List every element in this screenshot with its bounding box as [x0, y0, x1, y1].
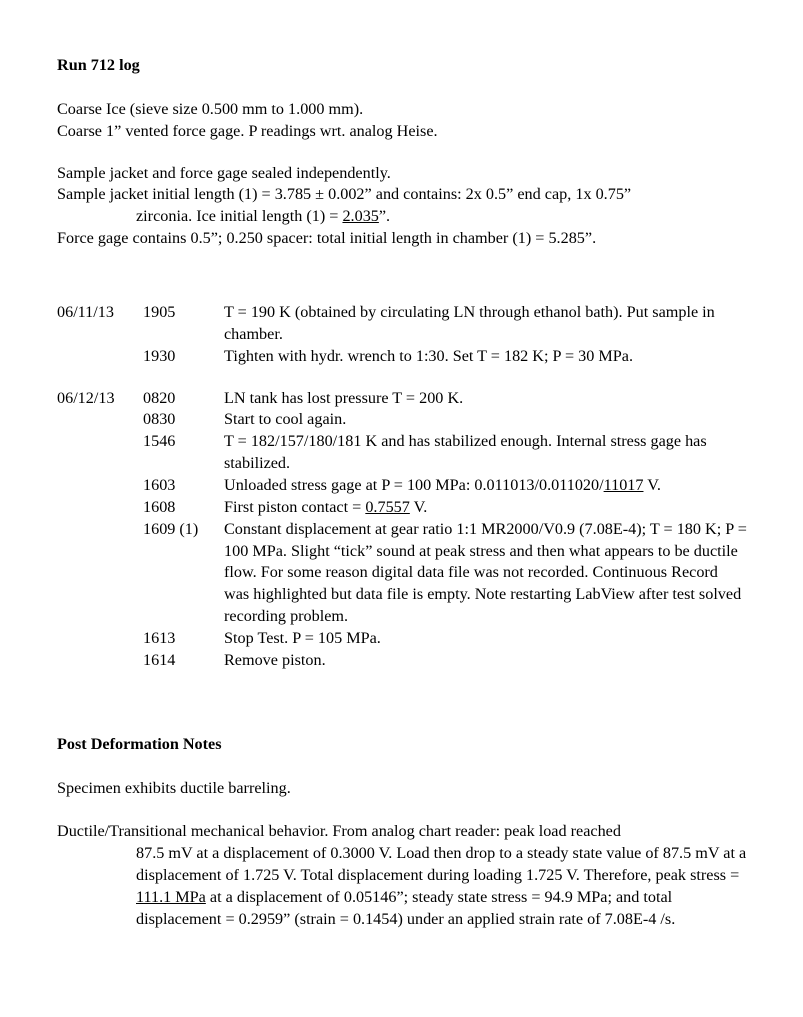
post-para2-pre: 87.5 mV at a displacement of 0.3000 V. Load then drop to a steady state value of 87.5 mV at a displacement of 1.725 V. Total displacement during loading 1.725 V. Therefore, peak stress =: [136, 844, 747, 885]
intro-line-2: Coarse 1” vented force gage. P readings wrt. analog Heise.: [57, 121, 438, 140]
intro-line-3: Sample jacket and force gage sealed independently.: [57, 163, 391, 182]
peak-stress-value: 111.1 MPa: [136, 888, 206, 907]
post-para2-body: [57, 843, 747, 930]
log-text: [224, 497, 747, 519]
log-text-post: V.: [643, 476, 661, 495]
table-row: [57, 650, 747, 672]
table-row: [57, 409, 747, 431]
log-time: 1613: [143, 629, 176, 648]
post-deformation-heading: Post Deformation Notes: [57, 734, 222, 753]
log-text-post: V.: [409, 497, 428, 516]
intro-line-4b-pre: zirconia. Ice initial length (1) =: [136, 207, 343, 226]
spacer: [57, 77, 747, 99]
post-deformation-para-1: Specimen exhibits ductile barreling.: [57, 778, 291, 797]
log-time: 0820: [143, 388, 176, 407]
log-text: Start to cool again.: [224, 410, 347, 429]
spacer: [57, 712, 747, 734]
log-date: [57, 628, 143, 650]
log-text-pre: Unloaded stress gage at P = 100 MPa: 0.011013/0.011020/: [224, 476, 604, 495]
log-text: LN tank has lost pressure T = 200 K.: [224, 388, 464, 407]
log-text: Stop Test. P = 105 MPa.: [224, 629, 381, 648]
intro-line-4b-post: ”.: [378, 207, 391, 226]
table-row: [57, 346, 747, 368]
log-time: 1546: [143, 432, 176, 451]
spacer: [57, 672, 747, 712]
log-date: [57, 431, 143, 475]
piston-contact-value: 0.7557: [365, 497, 410, 516]
intro-line-5: Force gage contains 0.5”; 0.250 spacer: total initial length in chamber (1) = 5.285”.: [57, 229, 597, 248]
table-row: [57, 475, 747, 497]
table-row: [57, 519, 747, 628]
spacer: [57, 143, 747, 163]
log-time: 1603: [143, 476, 176, 495]
log-date: 06/11/13: [57, 303, 114, 322]
post-para2-post: at a displacement of 0.05146”; steady state stress = 94.9 MPa; and total displacement = 0.2959” (strain = 0.1454) under an applied strain rate of 7.08E-4 /s.: [136, 888, 676, 928]
table-row: [57, 628, 747, 650]
log-table: [57, 302, 747, 672]
log-date: [57, 475, 143, 497]
log-time: 1608: [143, 497, 176, 516]
intro-line-1: Coarse Ice (sieve size 0.500 mm to 1.000 mm).: [57, 99, 364, 118]
log-time: 1614: [143, 650, 176, 669]
log-text: Constant displacement at gear ratio 1:1 MR2000/V0.9 (7.08E-4); T = 180 K; P = 100 MPa. Slight “tick” sound at peak stress and then what appears to be ductile flow. For some reason digital data file was not recorded. Continuous Record was highlighted but data file is empty. Note restarting LabView after test solved recording problem.: [224, 519, 747, 626]
log-time: 1905: [143, 303, 176, 322]
table-row: [57, 431, 747, 475]
spacer: [57, 756, 747, 778]
table-row-gap: [57, 368, 747, 388]
log-time: 1930: [143, 346, 176, 365]
table-row: [57, 302, 747, 346]
log-time: 1609 (1): [143, 519, 199, 538]
gap-cell: [224, 368, 747, 388]
log-date: [57, 497, 143, 519]
log-date: [57, 346, 143, 368]
unloaded-stress-value: 11017: [603, 476, 644, 495]
log-time: 0830: [143, 410, 176, 429]
post-deformation-para-2: [57, 821, 747, 930]
table-row: [57, 497, 747, 519]
log-text-pre: First piston contact =: [224, 497, 366, 516]
log-text: T = 190 K (obtained by circulating LN through ethanol bath). Put sample in chamber.: [224, 303, 715, 343]
page-title: Run 712 log: [57, 56, 140, 74]
log-text: T = 182/157/180/181 K and has stabilized enough. Internal stress gage has stabilized.: [224, 432, 707, 473]
gap-cell: [57, 368, 143, 388]
intro-ice-length-value: 2.035: [342, 207, 379, 226]
table-row: [57, 388, 747, 410]
log-text: Remove piston.: [224, 650, 326, 669]
log-text: Tighten with hydr. wrench to 1:30. Set T = 182 K; P = 30 MPa.: [224, 346, 634, 365]
document-content: [57, 55, 747, 931]
intro-line-4b: [57, 206, 747, 228]
log-date: 06/12/13: [57, 388, 115, 407]
intro-line-4a: Sample jacket initial length (1) = 3.785 ± 0.002” and contains: 2x 0.5” end cap, 1x 0.75”: [57, 185, 632, 204]
log-date: [57, 650, 143, 672]
log-date: [57, 409, 143, 431]
log-text: [224, 475, 747, 497]
spacer: [57, 250, 747, 302]
log-date: [57, 519, 143, 628]
gap-cell: [143, 368, 224, 388]
post-para2-line1: Ductile/Transitional mechanical behavior. From analog chart reader: peak load reached: [57, 822, 621, 841]
spacer: [57, 799, 747, 821]
